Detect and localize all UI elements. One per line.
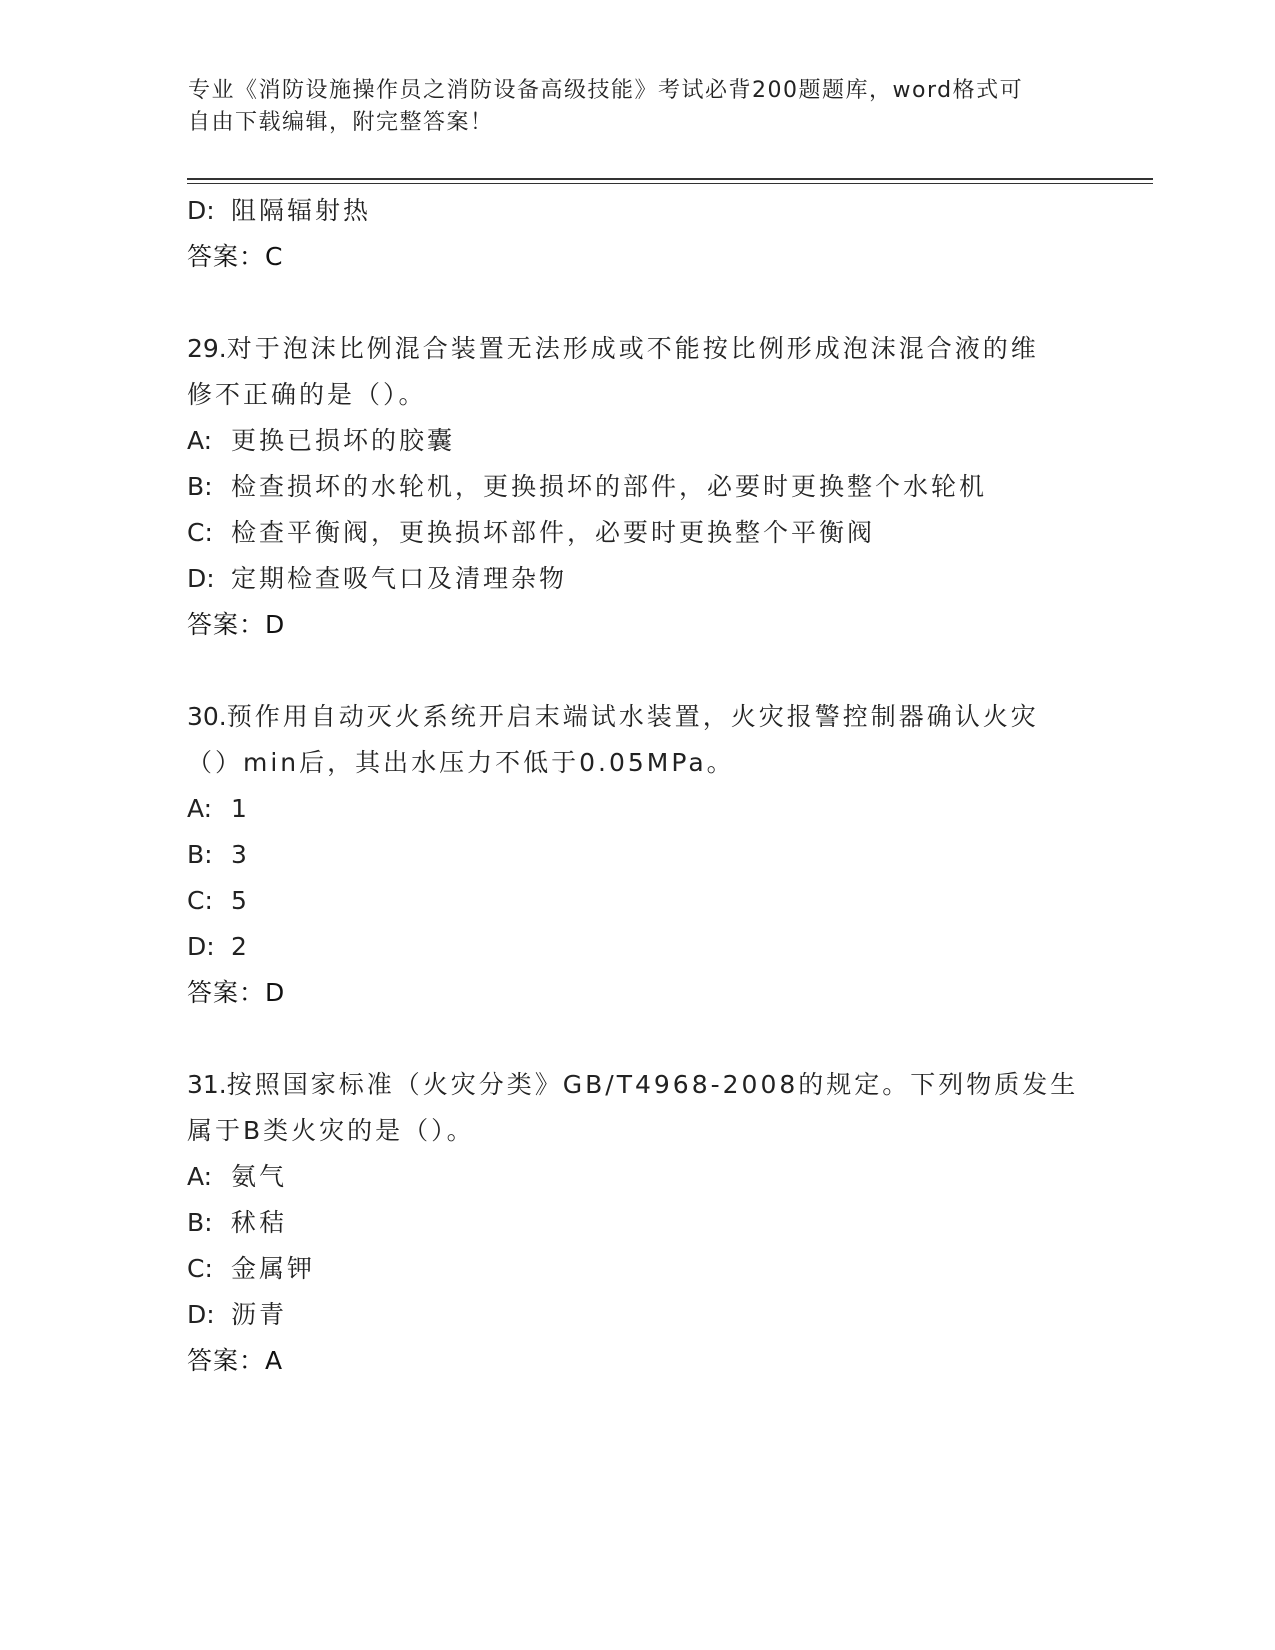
option-text: 沥青 [231,1300,288,1329]
question-stem-line-2: 修不正确的是（）。 [187,380,427,409]
header-line-2: 自由下载编辑，附完整答案！ [188,110,494,135]
spacer [187,280,1087,326]
option-d [187,188,1087,234]
question-stem-line-2: 属于B类火灾的是（）。 [187,1116,475,1145]
question-31 [187,1062,1087,1384]
question-stem-line-2: （）min后，其出水压力不低于0.05MPa。 [187,748,735,777]
option-letter: B: [187,472,213,501]
document-body [187,188,1087,1384]
option-letter: D: [187,1300,215,1329]
option-letter: D: [187,196,215,225]
option-a [187,786,1087,832]
option-letter: A: [187,426,213,455]
question-stem-line-1 [187,1062,1087,1108]
answer-line: 答案：D [187,610,286,639]
header-line-1: 专业《消防设施操作员之消防设备高级技能》考试必背200题题库，word格式可 [188,78,1024,103]
option-text: 检查平衡阀，更换损坏部件，必要时更换整个平衡阀 [231,518,876,547]
option-text: 2 [231,932,250,961]
option-text: 氨气 [231,1162,288,1191]
header-divider [187,178,1153,180]
option-a [187,418,1087,464]
option-letter: A: [187,794,213,823]
option-text: 更换已损坏的胶囊 [231,426,456,455]
answer-line: 答案：A [187,1346,284,1375]
option-text: 阻隔辐射热 [231,196,372,225]
option-c [187,1246,1087,1292]
question-29 [187,326,1087,648]
option-letter: C: [187,1254,213,1283]
option-d [187,1292,1087,1338]
option-b [187,1200,1087,1246]
spacer [187,648,1087,694]
option-letter: A: [187,1162,213,1191]
question-text: 按照国家标准（火灾分类》GB/T4968-2008的规定。下列物质发生 [226,1070,1079,1099]
option-letter: C: [187,886,213,915]
previous-question-tail [187,188,1087,280]
option-text: 1 [231,794,250,823]
question-text: 对于泡沫比例混合装置无法形成或不能按比例形成泡沫混合液的维 [226,334,1039,363]
header-divider-thin [187,183,1153,184]
answer-line: 答案：D [187,978,286,1007]
option-c [187,510,1087,556]
question-number: 31. [187,1070,227,1099]
option-text: 检查损坏的水轮机，更换损坏的部件，必要时更换整个水轮机 [231,472,988,501]
question-stem-line-1 [187,694,1087,740]
option-b [187,832,1087,878]
question-text: 预作用自动灭火系统开启末端试水装置，火灾报警控制器确认火灾 [226,702,1039,731]
option-letter: D: [187,932,215,961]
option-text: 秫秸 [231,1208,288,1237]
option-text: 金属钾 [231,1254,316,1283]
answer-line: 答案：C [187,242,284,271]
option-letter: B: [187,1208,213,1237]
spacer [187,1016,1087,1062]
question-stem-line-1 [187,326,1087,372]
question-30 [187,694,1087,1016]
option-text: 5 [231,886,250,915]
option-c [187,878,1087,924]
option-text: 3 [231,840,250,869]
option-d [187,556,1087,602]
option-a [187,1154,1087,1200]
option-letter: C: [187,518,213,547]
document-header [188,75,1088,139]
option-letter: B: [187,840,213,869]
option-text: 定期检查吸气口及清理杂物 [231,564,568,593]
option-letter: D: [187,564,215,593]
question-number: 29. [187,334,227,363]
option-d [187,924,1087,970]
question-number: 30. [187,702,227,731]
option-b [187,464,1087,510]
